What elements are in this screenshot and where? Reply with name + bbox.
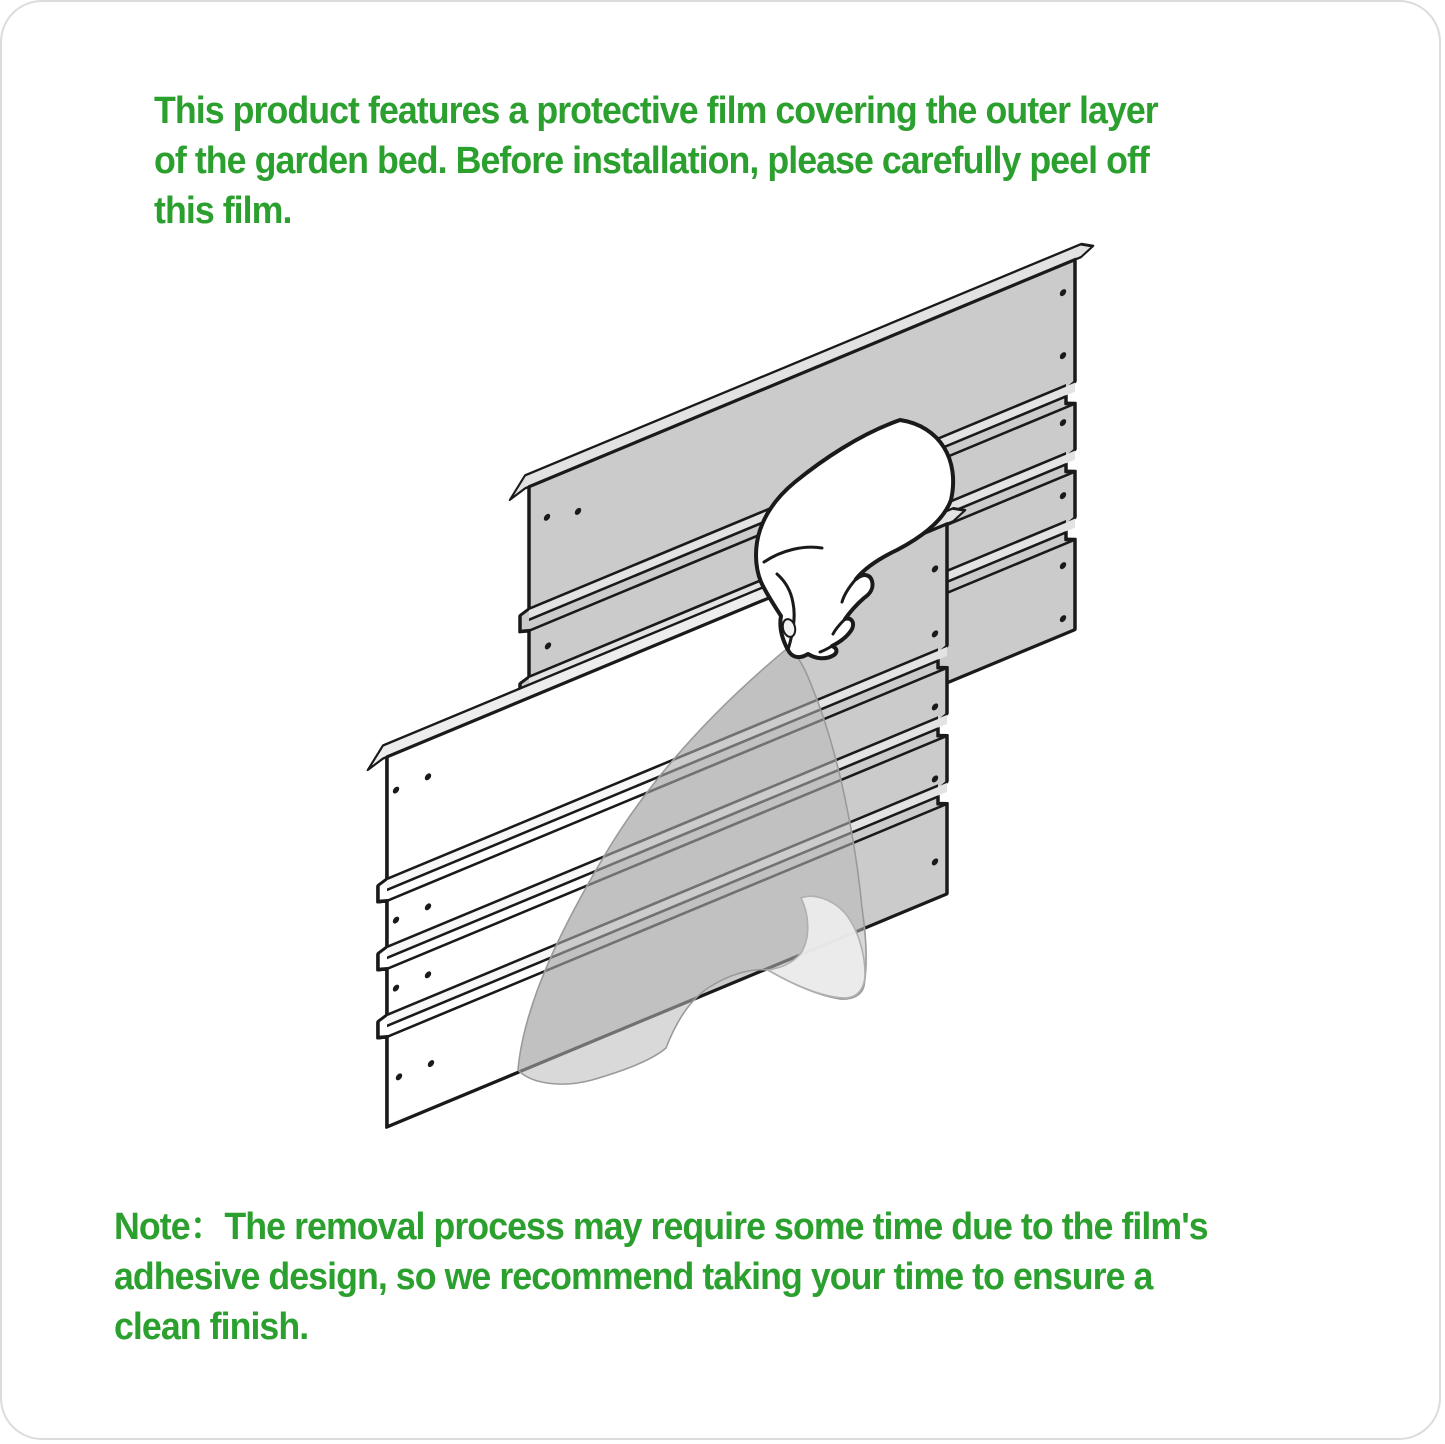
intro-text-line-2: of the garden bed. Before installation, please carefully peel off bbox=[154, 140, 1149, 182]
note-text-line-1: Note：The removal process may require some time due to the film's bbox=[114, 1206, 1208, 1248]
note-text-line-2: adhesive design, so we recommend taking your time to ensure a bbox=[114, 1256, 1153, 1298]
note-text-line-3: clean finish. bbox=[114, 1306, 309, 1348]
intro-text-line-3: this film. bbox=[154, 190, 292, 232]
intro-text-line-1: This product features a protective film covering the outer layer bbox=[154, 90, 1158, 132]
note-text bbox=[114, 1202, 1208, 1352]
